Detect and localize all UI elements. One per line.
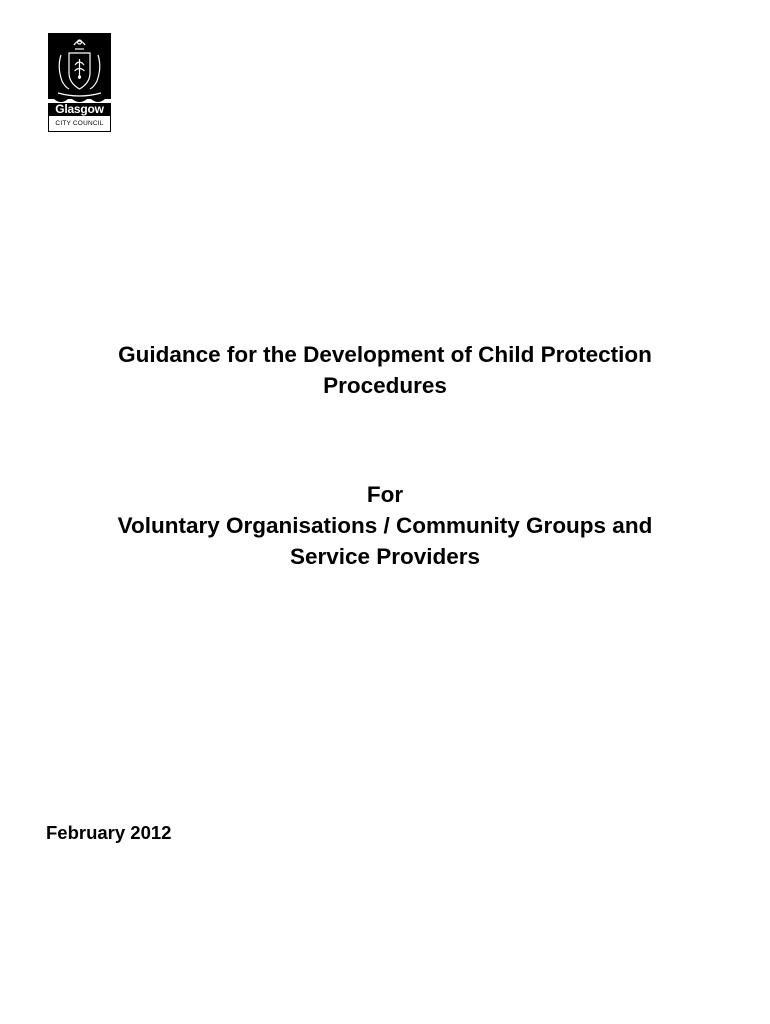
title-line-1: Guidance for the Development of Child Protection xyxy=(118,342,652,367)
subtitle-line-2: Voluntary Organisations / Community Groups and xyxy=(117,513,653,538)
document-title xyxy=(0,339,770,401)
document-date: February 2012 xyxy=(46,822,172,843)
title-line-2: Procedures xyxy=(323,373,447,398)
logo-wordmark: Glasgow xyxy=(55,102,104,116)
subtitle-line-3: Service Providers xyxy=(289,544,481,569)
subtitle-line-1: For xyxy=(366,482,404,507)
document-subtitle xyxy=(0,479,770,572)
glasgow-city-council-logo xyxy=(48,33,111,132)
logo-subtext: CITY COUNCIL xyxy=(55,120,104,127)
